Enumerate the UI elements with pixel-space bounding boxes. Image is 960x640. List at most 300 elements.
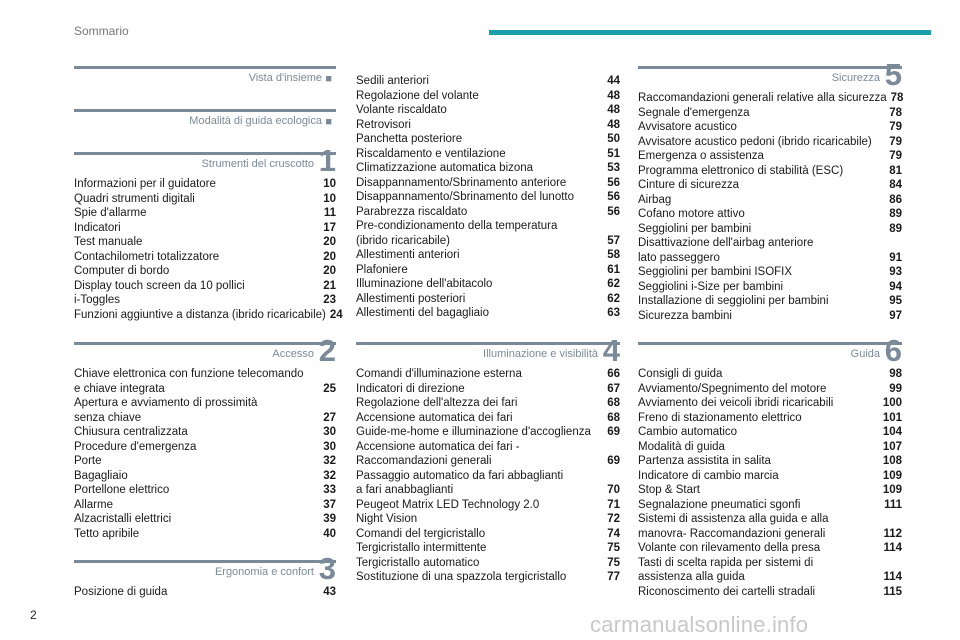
toc-entry-page: 20 — [323, 265, 336, 277]
toc-entry-title: Chiusura centralizzata — [74, 426, 188, 438]
toc-entry[interactable] — [638, 265, 902, 280]
toc-entry-title: Partenza assistita in salita — [638, 455, 771, 467]
section-guida — [638, 333, 902, 599]
toc-entry-page: 37 — [323, 498, 336, 511]
toc-entry[interactable] — [356, 219, 620, 234]
toc-entry[interactable] — [638, 585, 902, 600]
toc-entry-title: Stop & Start — [638, 484, 701, 496]
toc-entry-title: Volante riscaldato — [356, 104, 447, 116]
toc-entry-title: Accensione automatica dei fari — [356, 411, 513, 424]
section-title: Modalità di guida ecologica — [189, 115, 322, 127]
toc-entry[interactable] — [638, 91, 902, 106]
toc-entry-title: Climatizzazione automatica bizona — [356, 162, 534, 174]
section-header — [74, 66, 336, 91]
toc-entry-title: Passaggio automatico da fari abbaglianti — [356, 469, 564, 482]
section-title: Ergonomia e confort — [214, 566, 314, 578]
toc-entry-page: 67 — [607, 382, 620, 395]
toc-entry-page: 63 — [607, 307, 620, 319]
toc-entry[interactable] — [638, 483, 902, 498]
toc-entry-page: 69 — [607, 426, 620, 438]
toc-entry[interactable] — [638, 236, 902, 251]
toc-entry-page: 57 — [607, 234, 620, 247]
section-accesso — [74, 333, 336, 541]
toc-entry-page: 84 — [889, 179, 902, 191]
toc-entry-page: 99 — [889, 382, 902, 395]
section-number: 1 — [318, 143, 336, 178]
toc-entry-page: 78 — [890, 92, 904, 104]
toc-entry[interactable] — [356, 425, 620, 440]
toc-entry-page: 72 — [607, 513, 620, 525]
toc-entry-title: Cofano motore attivo — [638, 208, 745, 220]
toc-entry[interactable] — [638, 556, 902, 571]
toc-entry-title: Seggiolini i-Size per bambini — [638, 280, 784, 293]
section-modalita-guida-ecologica[interactable] — [74, 109, 336, 134]
toc-entry-title: Sicurezza bambini — [638, 309, 732, 322]
toc-entry[interactable] — [638, 411, 902, 426]
toc-entry[interactable] — [356, 440, 620, 455]
header-accent-bar — [489, 30, 931, 35]
toc-list — [638, 367, 902, 599]
toc-entry-title: Informazioni per il guidatore — [74, 178, 216, 190]
toc-entry-page: 89 — [889, 222, 902, 235]
toc-entry-title: Panchetta posteriore — [356, 133, 463, 145]
toc-entry[interactable] — [356, 132, 620, 147]
toc-entry[interactable] — [356, 103, 620, 118]
section-header — [356, 333, 620, 368]
toc-entry-page: 98 — [889, 368, 902, 380]
toc-entry[interactable] — [638, 469, 902, 484]
toc-entry-title: Freno di stazionamento elettrico — [638, 411, 802, 424]
toc-entry-page — [898, 512, 902, 527]
toc-entry-page: 17 — [323, 221, 336, 234]
toc-entry-title: Airbag — [638, 193, 672, 206]
toc-entry-title: Comandi d'illuminazione esterna — [356, 368, 522, 380]
toc-entry-page: 39 — [323, 513, 336, 525]
toc-entry[interactable] — [638, 251, 902, 266]
toc-entry-page: 66 — [607, 368, 620, 380]
toc-entry-page — [616, 469, 620, 484]
toc-entry-title: Riscaldamento e ventilazione — [356, 147, 506, 160]
toc-entry-page: 20 — [323, 250, 336, 263]
toc-list — [356, 367, 620, 585]
toc-entry[interactable] — [638, 512, 902, 527]
section-title: Sicurezza — [831, 72, 880, 84]
toc-entry-title: Sostituzione di una spazzola tergicristallo — [356, 571, 567, 583]
toc-entry-title: Illuminazione dell'abitacolo — [356, 278, 493, 290]
toc-entry-page: 71 — [607, 498, 620, 511]
toc-entry-title: Indicatore di cambio marcia — [638, 469, 779, 482]
toc-entry-page: 93 — [889, 266, 902, 278]
toc-entry-page — [898, 236, 902, 251]
toc-entry-title: Test manuale — [74, 236, 143, 248]
toc-entry[interactable] — [74, 177, 336, 192]
toc-entry[interactable] — [74, 367, 336, 382]
toc-entry-page — [898, 556, 902, 571]
toc-entry-page: 32 — [323, 469, 336, 482]
toc-entry-page: 109 — [882, 484, 902, 496]
toc-entry[interactable] — [74, 512, 336, 527]
section-ergonomia-continued — [356, 74, 620, 321]
toc-entry-page: 70 — [607, 484, 620, 496]
toc-list — [638, 91, 902, 323]
toc-entry-title: Disappannamento/Sbrinamento del lunotto — [356, 191, 575, 203]
toc-entry-page: 86 — [889, 193, 902, 206]
toc-entry-page: 53 — [607, 162, 620, 174]
toc-entry[interactable] — [74, 206, 336, 221]
toc-entry[interactable] — [356, 277, 620, 292]
toc-entry-page: 101 — [882, 411, 902, 424]
section-header — [74, 551, 336, 586]
toc-entry[interactable] — [356, 89, 620, 104]
toc-entry[interactable] — [356, 176, 620, 191]
toc-entry[interactable] — [74, 440, 336, 455]
toc-entry[interactable] — [356, 556, 620, 571]
toc-entry[interactable] — [638, 294, 902, 309]
toc-entry[interactable] — [356, 292, 620, 307]
section-strumenti-cruscotto — [74, 143, 343, 322]
toc-entry[interactable] — [74, 192, 336, 207]
toc-entry[interactable] — [356, 570, 620, 585]
toc-entry[interactable] — [638, 106, 902, 121]
toc-entry[interactable] — [356, 161, 620, 176]
toc-entry[interactable] — [74, 411, 336, 426]
toc-entry-title: Contachilometri totalizzatore — [74, 250, 220, 263]
toc-entry-title: Quadri strumenti digitali — [74, 192, 195, 205]
toc-entry[interactable] — [356, 205, 620, 220]
toc-entry-title: Parabrezza riscaldato — [356, 205, 468, 218]
toc-entry-title: Portellone elettrico — [74, 484, 170, 496]
toc-entry[interactable] — [74, 382, 336, 397]
toc-entry-page: 111 — [884, 498, 902, 511]
toc-entry-page: 10 — [323, 192, 336, 205]
section-illuminazione-visibilita — [356, 333, 620, 585]
toc-entry[interactable] — [74, 469, 336, 484]
toc-entry-page: 48 — [607, 89, 620, 102]
toc-entry-page: 94 — [889, 280, 902, 293]
toc-entry-title: Allarme — [74, 498, 113, 511]
toc-entry-title: e chiave integrata — [74, 382, 165, 395]
toc-entry-page: 79 — [889, 150, 902, 162]
toc-entry-title: assistenza alla guida — [638, 571, 745, 583]
toc-entry-page: 56 — [607, 176, 620, 189]
toc-entry-page: 25 — [323, 382, 336, 395]
toc-entry-title: Guide-me-home e illuminazione d'accoglienza — [356, 426, 591, 438]
toc-entry[interactable] — [638, 367, 902, 382]
toc-entry[interactable] — [356, 118, 620, 133]
toc-entry-title: Avviamento dei veicoli ibridi ricaricabili — [638, 397, 834, 409]
section-header — [74, 333, 336, 368]
toc-entry-title: Cinture di sicurezza — [638, 179, 739, 191]
toc-entry-title: Allestimenti del bagagliaio — [356, 307, 489, 319]
toc-entry-title: Bagagliaio — [74, 469, 128, 482]
toc-entry[interactable] — [356, 263, 620, 278]
toc-entry-title: Porte — [74, 455, 102, 467]
toc-entry[interactable] — [638, 280, 902, 295]
toc-entry-title: Accensione automatica dei fari - — [356, 440, 520, 453]
toc-entry-page: 108 — [882, 455, 902, 467]
toc-entry[interactable] — [638, 396, 902, 411]
section-header — [638, 57, 902, 92]
section-title: Illuminazione e visibilità — [483, 348, 598, 360]
toc-entry[interactable] — [74, 264, 336, 279]
toc-entry[interactable] — [638, 193, 902, 208]
section-number: 3 — [318, 551, 336, 586]
toc-entry-title: Plafoniere — [356, 263, 408, 276]
toc-entry-page: 77 — [607, 571, 620, 583]
toc-list — [74, 367, 336, 541]
toc-entry-title: Chiave elettronica con funzione telecomando — [74, 368, 304, 380]
toc-entry-title: Avviamento/Spegnimento del motore — [638, 382, 827, 395]
toc-entry-title: Seggiolini per bambini — [638, 222, 752, 235]
toc-entry-title: Cambio automatico — [638, 426, 738, 438]
toc-entry-page: 43 — [323, 586, 336, 598]
toc-entry[interactable] — [74, 527, 336, 542]
toc-entry[interactable] — [638, 454, 902, 469]
toc-entry-page: 89 — [889, 208, 902, 220]
toc-entry-page: 48 — [607, 118, 620, 131]
toc-entry-title: Alzacristalli elettrici — [74, 513, 172, 525]
toc-entry-title: manovra- Raccomandazioni generali — [638, 527, 826, 540]
toc-entry-title: Tetto apribile — [74, 527, 140, 540]
toc-entry-title: Allestimenti anteriori — [356, 249, 460, 261]
toc-entry[interactable] — [74, 425, 336, 440]
toc-entry-page: 61 — [607, 263, 620, 276]
toc-list — [356, 74, 620, 321]
toc-entry-title: Comandi del tergicristallo — [356, 527, 486, 540]
toc-entry-title: a fari anabbaglianti — [356, 484, 454, 496]
toc-entry-page: 24 — [329, 308, 343, 321]
square-bullet-icon: ■ — [325, 73, 332, 85]
section-number: 5 — [884, 57, 902, 92]
toc-entry-page — [616, 440, 620, 455]
toc-entry-page: 48 — [607, 104, 620, 116]
toc-entry-page: 62 — [607, 278, 620, 290]
toc-entry-page: 44 — [607, 75, 620, 87]
toc-list — [74, 585, 336, 600]
toc-entry[interactable] — [638, 440, 902, 455]
toc-entry[interactable] — [638, 135, 902, 150]
toc-entry-title: Raccomandazioni generali — [356, 455, 492, 467]
toc-entry[interactable] — [356, 190, 620, 205]
toc-entry-title: Segnalazione pneumatici sgonfi — [638, 498, 801, 511]
toc-entry[interactable] — [356, 234, 620, 249]
toc-entry-page: 75 — [607, 556, 620, 569]
toc-entry[interactable] — [638, 164, 902, 179]
toc-entry-page: 33 — [323, 484, 336, 496]
toc-entry-title: Consigli di guida — [638, 368, 723, 380]
toc-entry-page: 50 — [607, 133, 620, 145]
toc-entry[interactable] — [356, 396, 620, 411]
toc-entry-page: 81 — [889, 164, 902, 177]
toc-entry-title: Procedure d'emergenza — [74, 440, 197, 453]
toc-entry[interactable] — [74, 396, 336, 411]
toc-entry[interactable] — [638, 222, 902, 237]
toc-entry[interactable] — [74, 293, 336, 308]
toc-entry[interactable] — [356, 367, 620, 382]
toc-entry[interactable] — [638, 149, 902, 164]
toc-entry[interactable] — [356, 411, 620, 426]
toc-entry-page: 109 — [882, 469, 902, 482]
toc-entry-page: 107 — [882, 440, 902, 453]
toc-entry-title: (ibrido ricaricabile) — [356, 234, 450, 247]
section-header — [74, 109, 336, 134]
toc-entry[interactable] — [356, 248, 620, 263]
toc-entry[interactable] — [356, 527, 620, 542]
toc-entry[interactable] — [356, 498, 620, 513]
toc-entry-title: Peugeot Matrix LED Technology 2.0 — [356, 498, 540, 511]
toc-entry-title: Segnale d'emergenza — [638, 106, 750, 119]
toc-entry-title: Tasti di scelta rapida per sistemi di — [638, 556, 814, 569]
section-number: 4 — [602, 333, 620, 368]
toc-entry[interactable] — [356, 382, 620, 397]
toc-entry-title: Apertura e avviamento di prossimità — [74, 397, 258, 409]
toc-entry-title: Disappannamento/Sbrinamento anteriore — [356, 176, 567, 189]
toc-entry-page: 23 — [323, 294, 336, 306]
toc-entry-page — [332, 396, 336, 411]
toc-entry-page: 30 — [323, 440, 336, 453]
toc-entry-title: Tergicristallo intermittente — [356, 542, 487, 554]
toc-entry-title: Installazione di seggiolini per bambini — [638, 295, 829, 307]
toc-entry-page: 115 — [883, 585, 902, 598]
toc-entry[interactable] — [356, 541, 620, 556]
toc-entry-title: Tergicristallo automatico — [356, 556, 480, 569]
toc-entry[interactable] — [74, 498, 336, 513]
section-header — [74, 143, 336, 178]
toc-entry-page: 69 — [607, 455, 620, 467]
toc-entry[interactable] — [638, 498, 902, 513]
toc-entry[interactable] — [74, 279, 336, 294]
page-header-title: Sommario — [74, 24, 129, 38]
toc-entry-title: Seggiolini per bambini ISOFIX — [638, 266, 793, 278]
toc-entry-title: Computer di bordo — [74, 265, 170, 277]
toc-entry-page: 68 — [607, 397, 620, 409]
toc-entry-title: Avvisatore acustico pedoni (ibrido ricaricabile) — [638, 135, 872, 148]
toc-entry-page: 79 — [889, 135, 902, 148]
section-title: Strumenti del cruscotto — [201, 158, 314, 170]
toc-entry-title: Allestimenti posteriori — [356, 292, 466, 305]
toc-entry-title: Modalità di guida — [638, 440, 725, 453]
section-vista-insieme[interactable] — [74, 66, 336, 91]
section-title: Guida — [850, 348, 880, 360]
section-number: 2 — [318, 333, 336, 368]
toc-entry[interactable] — [74, 250, 336, 265]
toc-entry[interactable] — [356, 306, 620, 321]
toc-entry[interactable] — [638, 425, 902, 440]
toc-entry-title: Pre-condizionamento della temperatura — [356, 220, 558, 232]
toc-entry[interactable] — [638, 120, 902, 135]
toc-entry[interactable] — [356, 454, 620, 469]
toc-entry[interactable] — [638, 207, 902, 222]
toc-entry-title: Indicatori — [74, 221, 121, 234]
toc-entry-page: 78 — [889, 106, 902, 119]
toc-entry-page: 114 — [883, 571, 902, 583]
toc-entry-title: Riconoscimento dei cartelli stradali — [638, 585, 816, 598]
page-number: 2 — [30, 608, 37, 622]
toc-entry[interactable] — [356, 147, 620, 162]
toc-entry-title: Spie d'allarme — [74, 207, 147, 219]
toc-entry[interactable] — [74, 454, 336, 469]
toc-entry[interactable] — [638, 527, 902, 542]
toc-entry-title: Display touch screen da 10 pollici — [74, 279, 245, 292]
toc-entry-page: 51 — [607, 147, 620, 160]
toc-entry[interactable] — [638, 570, 902, 585]
section-sicurezza — [638, 57, 904, 323]
toc-entry-title: i-Toggles — [74, 294, 121, 306]
watermark: carmanualsonline.info — [590, 612, 809, 637]
section-ergonomia-confort — [74, 551, 336, 600]
toc-entry-page: 114 — [883, 542, 902, 554]
toc-entry-title: Night Vision — [356, 513, 418, 525]
toc-entry-page: 100 — [882, 397, 902, 409]
toc-entry-page: 10 — [323, 178, 336, 190]
toc-entry[interactable] — [356, 469, 620, 484]
toc-entry[interactable] — [638, 382, 902, 397]
toc-entry-title: Funzioni aggiuntive a distanza (ibrido ricaricabile) — [74, 308, 326, 321]
toc-entry-page — [332, 367, 336, 382]
toc-entry-title: Volante con rilevamento della presa — [638, 542, 821, 554]
toc-entry-page: 21 — [323, 279, 336, 292]
toc-entry-page: 11 — [323, 207, 336, 219]
toc-entry-page: 62 — [607, 292, 620, 305]
toc-entry-page: 56 — [607, 205, 620, 218]
toc-entry-page: 32 — [323, 455, 336, 467]
toc-entry-title: senza chiave — [74, 411, 142, 424]
toc-entry-title: Sistemi di assistenza alla guida e alla — [638, 513, 829, 525]
toc-entry-page: 75 — [607, 542, 620, 554]
toc-entry[interactable] — [74, 308, 343, 323]
toc-entry-title: Sedili anteriori — [356, 75, 429, 87]
toc-entry-title: Regolazione del volante — [356, 89, 479, 102]
toc-entry[interactable] — [638, 541, 902, 556]
toc-entry[interactable] — [356, 483, 620, 498]
toc-entry-page: 20 — [323, 236, 336, 248]
toc-entry[interactable] — [356, 74, 620, 89]
toc-entry-title: Raccomandazioni generali relative alla sicurezza — [638, 92, 887, 104]
toc-entry-page: 58 — [607, 249, 620, 261]
toc-entry-title: Indicatori di direzione — [356, 382, 465, 395]
toc-entry-title: Emergenza o assistenza — [638, 150, 764, 162]
toc-entry-title: Disattivazione dell'airbag anteriore — [638, 237, 814, 249]
toc-entry-title: lato passeggero — [638, 251, 720, 264]
toc-entry[interactable] — [74, 235, 336, 250]
section-number: 6 — [884, 333, 902, 368]
toc-entry[interactable] — [638, 309, 902, 324]
toc-entry-page: 68 — [607, 411, 620, 424]
toc-entry[interactable] — [74, 483, 336, 498]
toc-entry-page: 97 — [889, 309, 902, 322]
section-title: Accesso — [272, 348, 314, 360]
toc-entry-page: 95 — [889, 295, 902, 307]
toc-entry-title: Regolazione dell'altezza dei fari — [356, 397, 518, 409]
toc-entry[interactable] — [356, 512, 620, 527]
toc-entry-title: Programma elettronico di stabilità (ESC) — [638, 164, 844, 177]
toc-entry-title: Avvisatore acustico — [638, 121, 737, 133]
toc-entry[interactable] — [74, 221, 336, 236]
toc-entry-title: Posizione di guida — [74, 586, 168, 598]
toc-entry-title: Retrovisori — [356, 118, 411, 131]
toc-entry-page: 91 — [889, 251, 902, 264]
section-header — [638, 333, 902, 368]
toc-entry-page: 112 — [883, 527, 902, 540]
toc-entry-page: 40 — [323, 527, 336, 540]
toc-entry-page: 27 — [323, 411, 336, 424]
toc-entry[interactable] — [74, 585, 336, 600]
toc-entry-page — [616, 219, 620, 234]
toc-entry[interactable] — [638, 178, 902, 193]
toc-list — [74, 177, 343, 322]
toc-entry-page: 104 — [882, 426, 902, 438]
toc-entry-page: 30 — [323, 426, 336, 438]
